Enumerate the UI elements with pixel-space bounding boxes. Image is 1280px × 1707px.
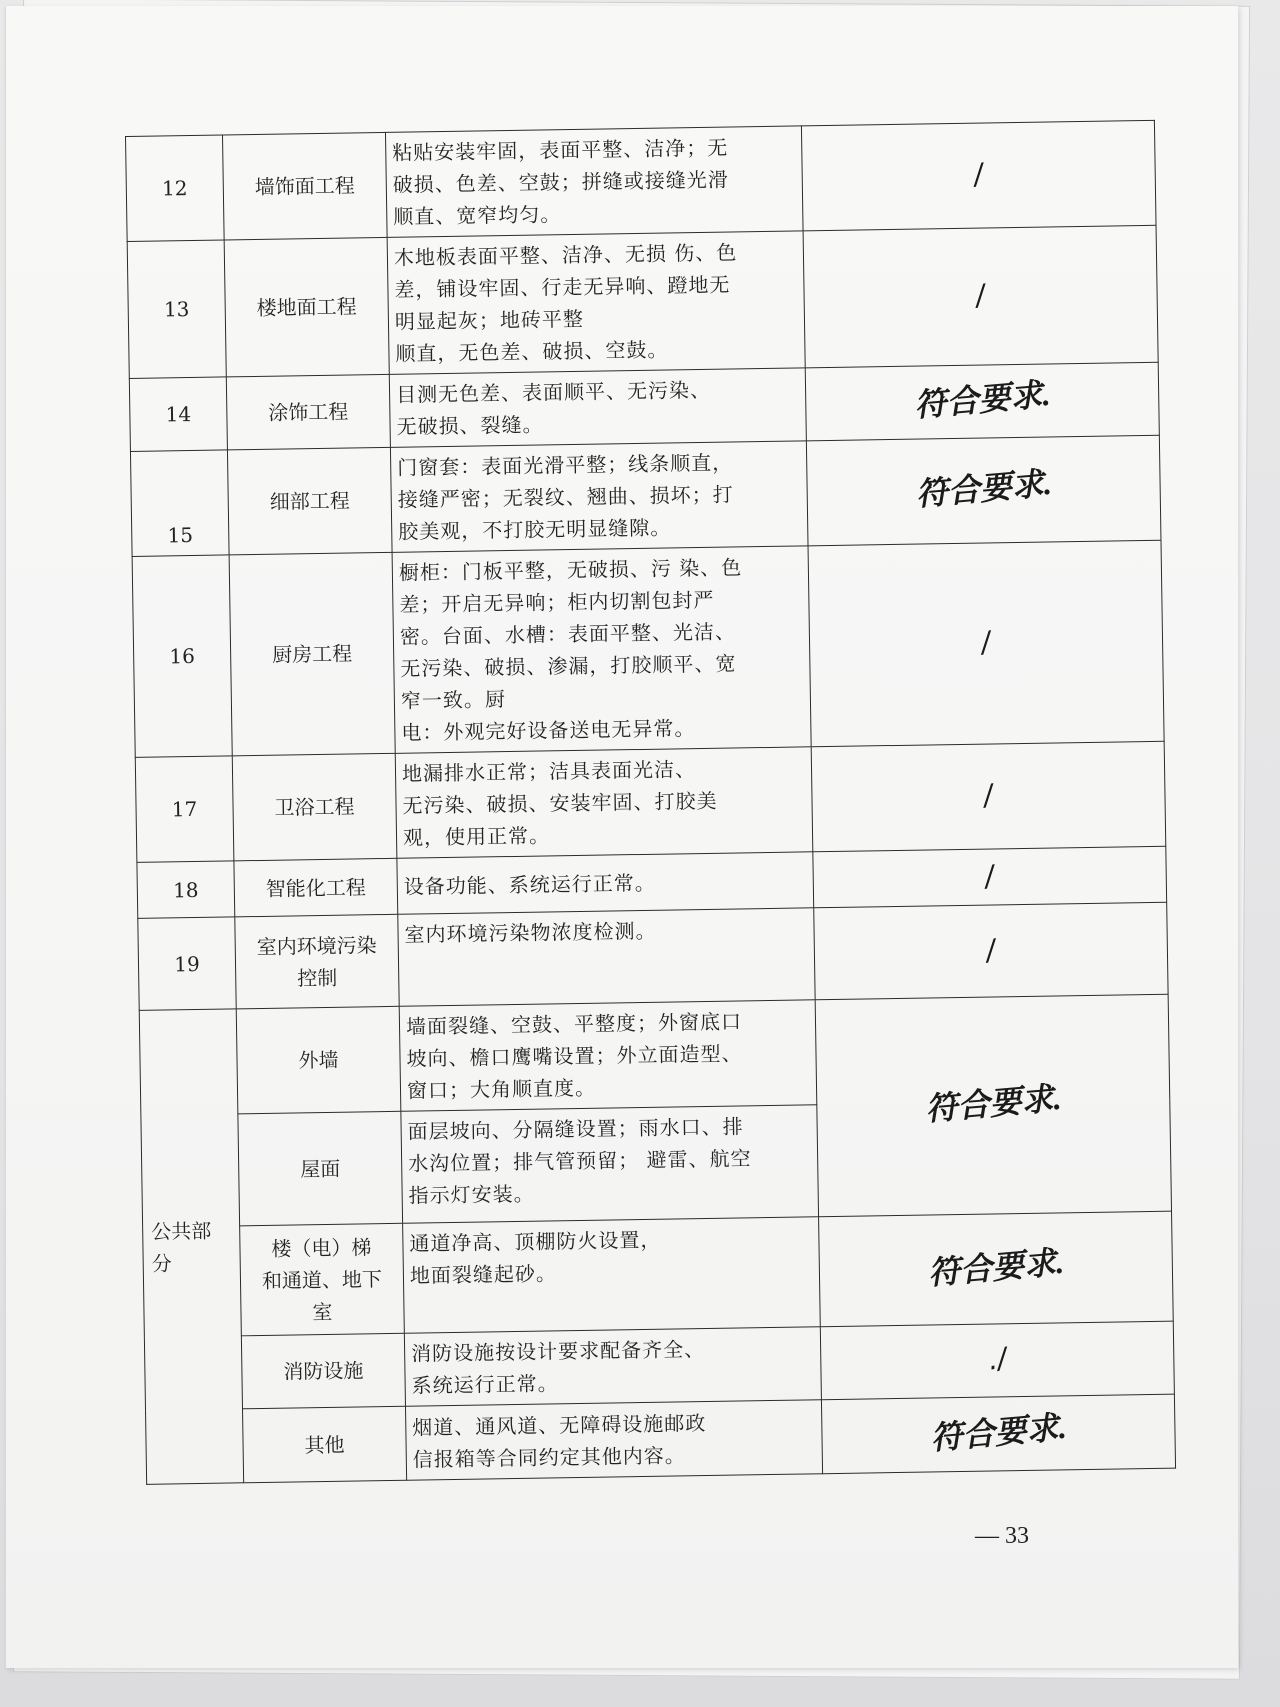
row-item: 细部工程 bbox=[227, 447, 392, 555]
row-standard bbox=[405, 1400, 823, 1481]
row-standard bbox=[390, 441, 808, 553]
row-standard bbox=[397, 852, 814, 915]
row-standard bbox=[395, 747, 813, 859]
table-row bbox=[127, 225, 1158, 378]
row-standard bbox=[387, 231, 806, 375]
row-item: 楼地面工程 bbox=[224, 237, 389, 377]
standard-line: 烟道、通风道、无障碍设施邮政 bbox=[412, 1410, 707, 1440]
standard-line: 坡向、檐口鹰嘴设置；外立面造型、 bbox=[406, 1041, 743, 1071]
row-result bbox=[813, 846, 1166, 908]
row-item: 涂饰工程 bbox=[226, 374, 390, 450]
item-line: 室内环境污染 bbox=[256, 932, 377, 959]
table-row bbox=[130, 435, 1161, 556]
standard-line: 目测无色差、表面顺平、无污染、 bbox=[395, 377, 712, 407]
standard-line: 破损、色差、空鼓；拼缝或接缝光滑 bbox=[392, 167, 729, 197]
standard-line: 信报箱等合同约定其他内容。 bbox=[412, 1442, 686, 1472]
row-standard bbox=[392, 546, 812, 754]
row-result bbox=[819, 1211, 1173, 1327]
standard-line: 粘贴安装牢固，表面平整、洁净；无 bbox=[392, 135, 729, 165]
standard-line: 密。台面、水槽：表面平整、光洁、 bbox=[399, 619, 737, 649]
table-row bbox=[138, 902, 1168, 1010]
row-standard bbox=[398, 908, 816, 1007]
page-number: — 33 bbox=[975, 1523, 1029, 1549]
row-number: 16 bbox=[132, 555, 232, 757]
standard-line: 木地板表面平整、洁净、无损 伤、色 bbox=[393, 240, 738, 270]
row-number: 13 bbox=[127, 240, 226, 379]
label-line: 公共部 bbox=[151, 1218, 212, 1244]
row-result bbox=[802, 120, 1156, 231]
row-item: 墙饰面工程 bbox=[222, 132, 387, 240]
row-result bbox=[822, 1394, 1176, 1474]
handwritten-mark: / bbox=[982, 858, 998, 893]
item-line: 楼（电）梯 bbox=[271, 1234, 372, 1261]
standard-line: 窄一致。厨 bbox=[400, 687, 507, 713]
handwritten-remark: 符合要求. bbox=[913, 375, 1052, 424]
row-result bbox=[808, 540, 1164, 747]
standard-line: 水沟位置；排气管预留； 避雷、航空 bbox=[407, 1146, 752, 1176]
standard-line: 地漏排水正常；洁具表面光洁、 bbox=[401, 757, 697, 786]
standard-line: 无污染、破损、渗漏，打胶顺平、宽 bbox=[400, 651, 737, 681]
row-item: 屋面 bbox=[238, 1111, 403, 1226]
row-result bbox=[814, 902, 1168, 1000]
row-item: 外墙 bbox=[236, 1006, 401, 1114]
row-item bbox=[235, 914, 399, 1009]
standard-line: 无污染、破损、安装牢固、打胶美 bbox=[402, 788, 718, 818]
row-result bbox=[816, 994, 1172, 1217]
standard-line: 室内环境污染物浓度检测。 bbox=[404, 918, 657, 947]
row-item: 其他 bbox=[242, 1406, 406, 1483]
standard-line: 接缝严密；无裂纹、翘曲、损坏；打 bbox=[397, 482, 734, 512]
row-result bbox=[821, 1321, 1175, 1400]
row-number: 19 bbox=[138, 917, 236, 1011]
row-result bbox=[807, 435, 1161, 546]
row-number: 17 bbox=[135, 756, 234, 863]
row-result bbox=[812, 741, 1166, 852]
row-number: 18 bbox=[137, 861, 235, 919]
item-line: 控制 bbox=[297, 965, 338, 990]
standard-line: 差，铺设牢固、行走无异响、蹬地无 bbox=[394, 272, 731, 302]
handwritten-remark: 符合要求. bbox=[926, 1243, 1066, 1291]
standard-line: 门窗套：表面光滑平整；线条顺直， bbox=[397, 450, 734, 480]
row-standard bbox=[403, 1217, 821, 1334]
table-row bbox=[132, 540, 1164, 757]
handwritten-mark: / bbox=[971, 157, 987, 192]
table-row bbox=[135, 741, 1166, 862]
row-number: 15 bbox=[130, 450, 229, 557]
row-item: 卫浴工程 bbox=[232, 753, 397, 861]
standard-line: 窗口；大角顺直度。 bbox=[406, 1075, 597, 1103]
table-row bbox=[146, 1394, 1176, 1484]
row-item: 智能化工程 bbox=[234, 858, 398, 917]
label-line: 分 bbox=[151, 1250, 172, 1276]
standard-line: 橱柜：门板平整，无破损、污 染、色 bbox=[398, 555, 743, 585]
standard-line: 系统运行正常。 bbox=[411, 1371, 559, 1398]
standard-line: 设备功能、系统运行正常。 bbox=[403, 870, 656, 899]
row-standard bbox=[401, 1105, 819, 1224]
row-standard bbox=[389, 368, 807, 448]
standard-line: 面层坡向、分隔缝设置；雨水口、排 bbox=[407, 1114, 744, 1144]
handwritten-mark: / bbox=[983, 932, 999, 967]
row-item: 消防设施 bbox=[241, 1333, 405, 1409]
row-item: 厨房工程 bbox=[229, 552, 395, 756]
standard-line: 电：外观完好设备送电无异常。 bbox=[401, 716, 696, 745]
row-number: 14 bbox=[129, 377, 227, 452]
handwritten-remark: 符合要求. bbox=[924, 1079, 1063, 1128]
standard-line: 顺直，无色差、破损、空鼓。 bbox=[395, 337, 669, 366]
item-line: 室 bbox=[312, 1299, 333, 1324]
row-item bbox=[240, 1223, 405, 1336]
row-standard bbox=[399, 1000, 817, 1112]
row-standard bbox=[404, 1327, 822, 1407]
row-standard bbox=[385, 126, 803, 238]
standard-line: 顺直、宽窄均匀。 bbox=[393, 202, 562, 229]
row-number: 12 bbox=[126, 135, 225, 242]
row-result bbox=[806, 362, 1160, 441]
handwritten-mark: / bbox=[978, 625, 994, 660]
standard-line: 观，使用正常。 bbox=[402, 823, 551, 850]
acceptance-table bbox=[125, 120, 1176, 1485]
handwritten-mark: / bbox=[973, 278, 988, 313]
standard-line: 胶美观，不打胶无明显缝隙。 bbox=[398, 515, 672, 544]
public-section-label bbox=[139, 1009, 243, 1484]
standard-line: 无破损、裂缝。 bbox=[396, 412, 544, 439]
handwritten-remark: 符合要求. bbox=[929, 1408, 1068, 1456]
handwritten-remark: 符合要求. bbox=[914, 464, 1054, 513]
standard-line: 地面裂缝起砂。 bbox=[409, 1261, 558, 1288]
standard-line: 差；开启无异响；柜内切割包封严 bbox=[399, 587, 715, 617]
standard-line: 指示灯安装。 bbox=[408, 1181, 535, 1208]
table-row bbox=[143, 1211, 1174, 1337]
standard-line: 明显起灰；地砖平整 bbox=[394, 306, 585, 334]
handwritten-mark: ./ bbox=[985, 1341, 1010, 1377]
row-result bbox=[803, 225, 1158, 368]
table-row bbox=[126, 120, 1157, 241]
table-row bbox=[139, 994, 1170, 1115]
item-line: 和通道、地下 bbox=[261, 1266, 383, 1293]
standard-line: 通道净高、顶棚防火设置， bbox=[409, 1227, 662, 1256]
standard-line: 消防设施按设计要求配备齐全、 bbox=[410, 1337, 706, 1366]
handwritten-mark: / bbox=[981, 777, 996, 813]
standard-line: 墙面裂缝、空鼓、平整度；外窗底口 bbox=[405, 1009, 743, 1039]
